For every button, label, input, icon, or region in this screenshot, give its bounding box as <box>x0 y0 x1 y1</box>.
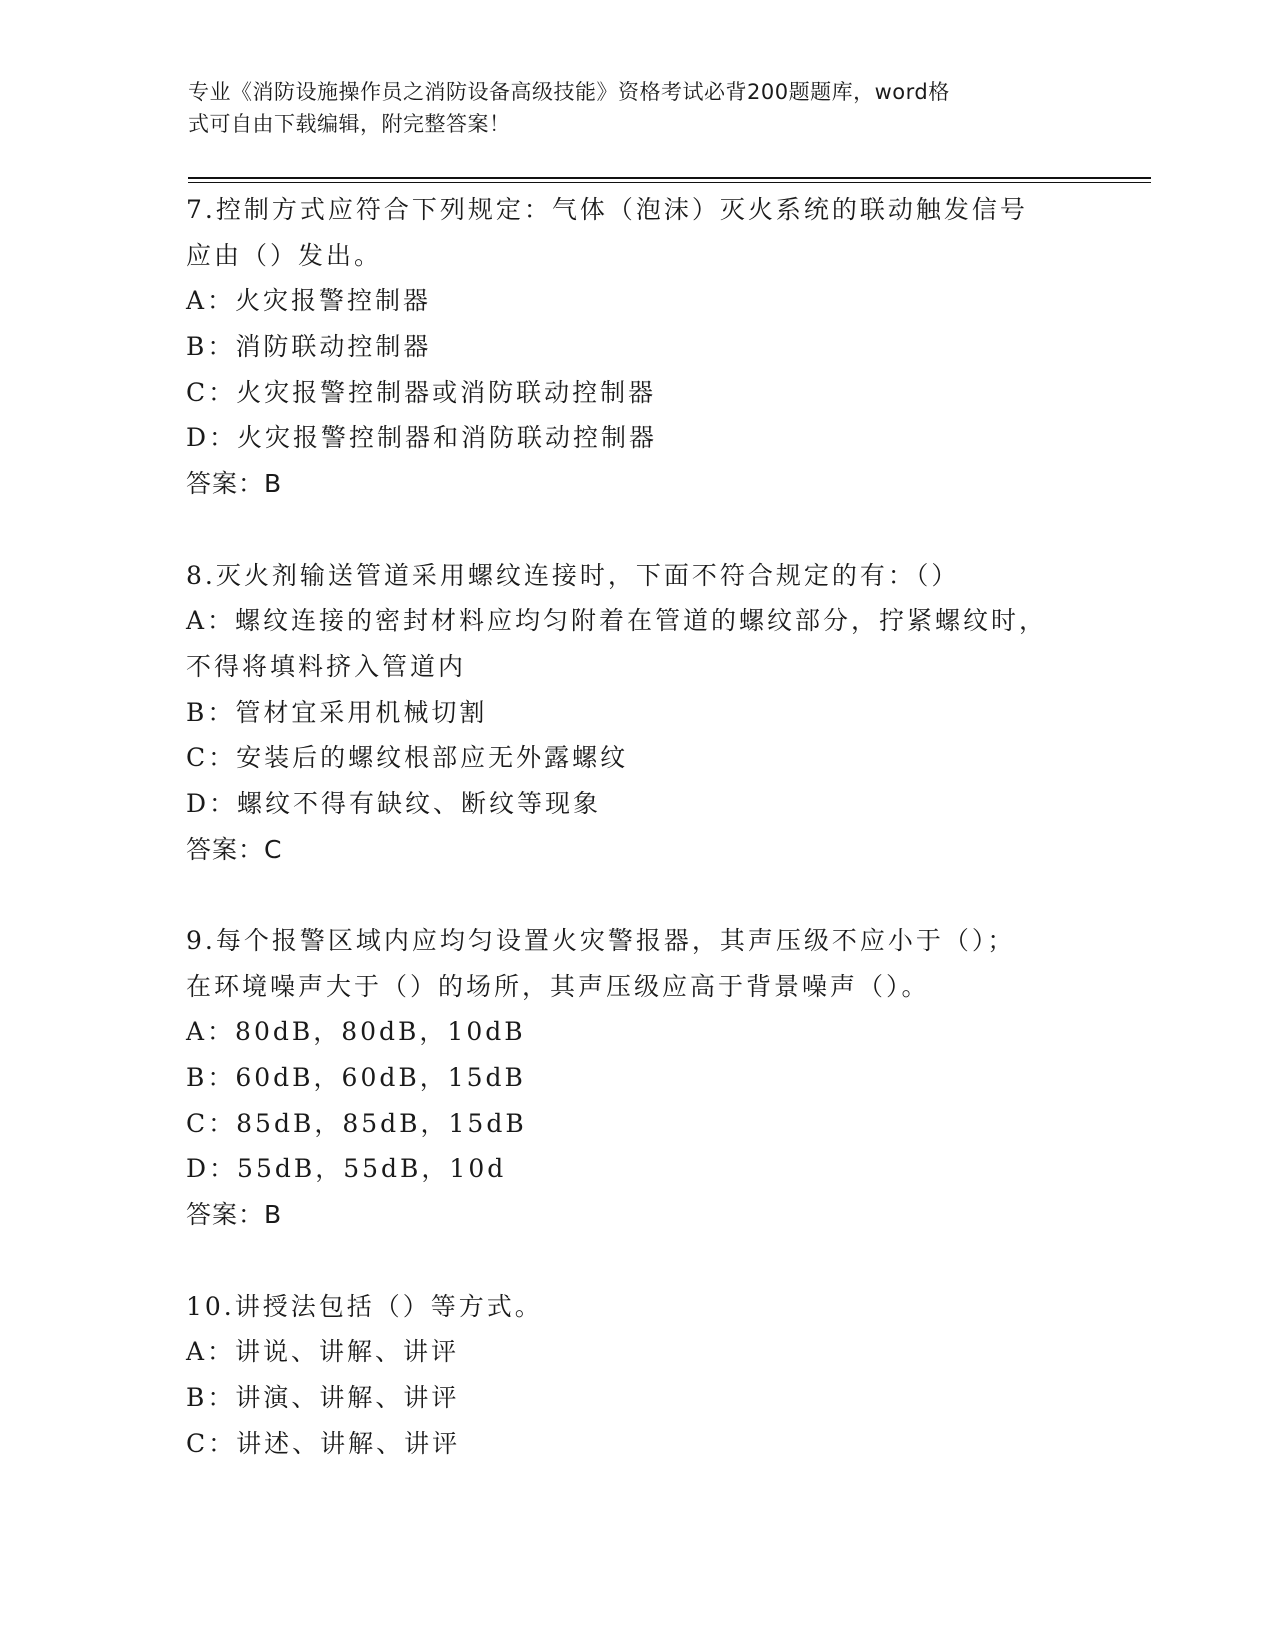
question-spacer <box>186 872 1086 918</box>
document-header <box>188 76 1088 140</box>
question-stem-line: 应由（）发出。 <box>186 240 383 270</box>
option-a: A：火灾报警控制器 <box>186 286 432 316</box>
answer-line: 答案：B <box>186 469 283 499</box>
option-a: A：80dB，80dB，10dB <box>186 1017 526 1047</box>
option-c: C：火灾报警控制器或消防联动控制器 <box>186 377 657 407</box>
option-b: B：讲演、讲解、讲评 <box>186 1382 460 1412</box>
question-block <box>186 553 1086 919</box>
option-b: B：消防联动控制器 <box>186 332 432 362</box>
question-block <box>186 918 1086 1284</box>
option-a: A：讲说、讲解、讲评 <box>186 1337 460 1367</box>
option-d: D：55dB，55dB，10d <box>186 1154 507 1184</box>
answer-line: 答案：C <box>186 834 283 864</box>
option-b: B：管材宜采用机械切割 <box>186 697 488 727</box>
option-c: C：安装后的螺纹根部应无外露螺纹 <box>186 743 629 773</box>
header-divider-thin <box>188 182 1151 183</box>
question-stem-line: 在环境噪声大于（）的场所，其声压级应高于背景噪声（）。 <box>186 971 930 1001</box>
header-line-2: 式可自由下载编辑，附完整答案！ <box>188 112 511 136</box>
option-c: C：讲述、讲解、讲评 <box>186 1428 461 1458</box>
question-spacer <box>186 507 1086 553</box>
option-d: D：火灾报警控制器和消防联动控制器 <box>186 423 658 453</box>
question-block <box>186 1284 1086 1467</box>
question-spacer <box>186 1238 1086 1284</box>
question-stem-line: 9.每个报警区域内应均匀设置火灾警报器，其声压级不应小于（）； <box>186 926 1016 955</box>
header-divider-thick <box>188 177 1151 179</box>
option-a: A：螺纹连接的密封材料应均匀附着在管道的螺纹部分，拧紧螺纹时， <box>186 606 1048 636</box>
question-stem-line: 10.讲授法包括（）等方式。 <box>186 1291 543 1321</box>
option-a-continued: 不得将填料挤入管道内 <box>186 651 467 681</box>
header-line-1: 专业《消防设施操作员之消防设备高级技能》资格考试必背200题题库，word格 <box>188 80 950 104</box>
option-b: B：60dB，60dB，15dB <box>186 1063 526 1093</box>
answer-line: 答案：B <box>186 1200 283 1230</box>
question-list <box>186 187 1086 1466</box>
question-stem-line: 8.灭火剂输送管道采用螺纹连接时，下面不符合规定的有：（） <box>186 560 960 590</box>
option-c: C：85dB，85dB，15dB <box>186 1108 527 1138</box>
question-block <box>186 187 1086 553</box>
question-stem-line: 7.控制方式应符合下列规定：气体（泡沫）灭火系统的联动触发信号 <box>186 195 1028 224</box>
option-d: D：螺纹不得有缺纹、断纹等现象 <box>186 788 602 818</box>
